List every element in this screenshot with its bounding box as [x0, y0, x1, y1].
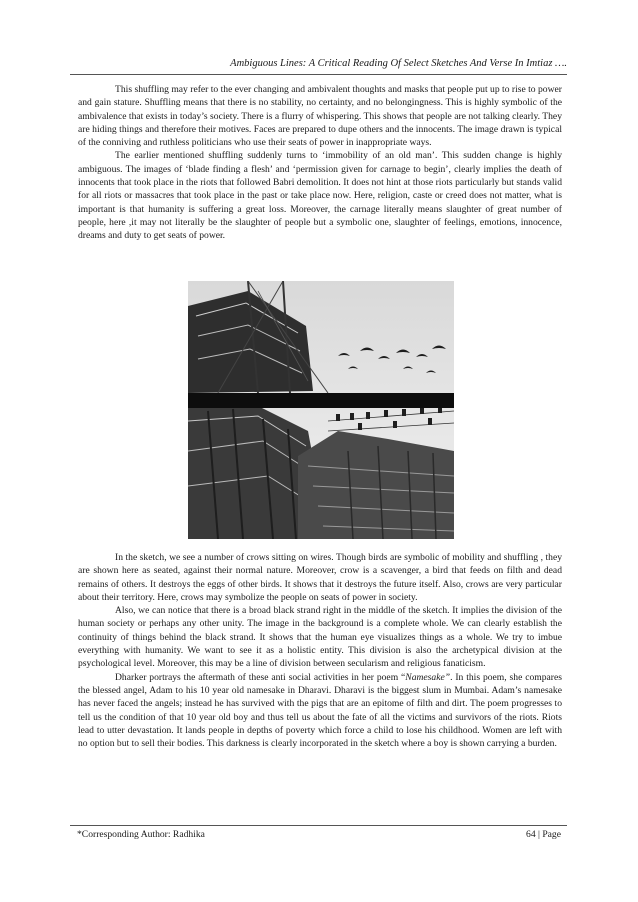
running-header: Ambiguous Lines: A Critical Reading Of Select Sketches And Verse In Imtiaz ….	[230, 58, 567, 69]
paragraph	[78, 671, 562, 751]
body-text-top	[78, 83, 562, 243]
paragraph: The earlier mentioned shuffling suddenly turns to ‘immobility of an old man’. This sudden change is highly ambiguous. The images of ‘blade finding a flesh’ and ‘permission given for carnage to begin’, clearly implies the death of innocents that took place in the riots that followed Babri demolition. It does not hint at those riots particularly but stands valid for all riots or massacres that took place in the past or take place now. Here, religion, caste or creed does not matter, what is important is that humanity is suffering a great loss. Moreover, the carnage literally means slaughter of great number of people, here ,it may not literally be the slaughter of people but a symbolic one, slaughter of feelings, emotions, innocence, dreams and duty to get seats of power.	[78, 150, 562, 242]
paragraph: Also, we can notice that there is a broad black strand right in the middle of the sketch. It implies the division of the human society or perhaps any other unity. The image in the background is a complete whole. We can clearly establish the continuity of things behind the black strand. It shows that the human eye visualizes things as a whole. We try to imbue everything with humanity. We want to see it as a holistic entity. This division is also the archetypical division at the psychological level. Moreover, this may be a line of division between secularism and religious fanaticism.	[78, 605, 562, 670]
footer-rule	[70, 825, 567, 826]
page-number: 64 | Page	[526, 829, 561, 840]
body-text-bottom	[78, 551, 562, 750]
paragraph-text: . In this poem, she compares the blessed angel, Adam to his 10 year old namesake in Dharavi. Dharavi is the biggest slum in Mumbai. Adam’s namesake has never faced the angels; instead he has survived with the pigs that are an epitome of filth and dirt. The poem progresses to tell us the condition of that 10 year old boy and thus tell us about the fate of all the victims and survivors of the riots. Riots lead to utter devastation. It lands people in depths of poverty which force a child to lose his childhood. Women are left with no option but to sell their bodies. This darkness is clearly incorporated in the sketch where a boy is shown carrying a burden.	[78, 671, 562, 750]
paragraph-text: Dharker portrays the aftermath of these anti social activities in her poem “	[115, 671, 406, 683]
paragraph: In the sketch, we see a number of crows sitting on wires. Though birds are symbolic of mobility and shuffling , they are shown here as seated, against their normal nature. Moreover, crow is a scavenger, a bird that feeds on filth and dead remains of others. It destroys the eggs of other birds. It shows that it destroys the future itself. Also, crows are very particular about their territory. Here, crows may symbolize the people on seats of power in society.	[78, 552, 562, 603]
corresponding-author: *Corresponding Author: Radhika	[77, 829, 205, 840]
header-rule	[70, 74, 567, 75]
paragraph: This shuffling may refer to the ever changing and ambivalent thoughts and masks that people put up to rise to power and gain stature. Shuffling means that there is no stability, no certainty, and no belongingness. This is highly symbolic of the ambivalence that exists in today’s society. There is a flurry of whispering. This shows that people are not talking clearly. They are hiding things and therefore their motives. Faces are prepared to dupe others and the innocents. The image drawn is typical of the conniving and ruthless politicians who use their seats of power in inappropriate ways.	[78, 84, 562, 149]
poem-title: Namesake”	[405, 671, 451, 683]
sketch-image	[188, 281, 454, 539]
crows-sketch-figure	[188, 281, 454, 539]
